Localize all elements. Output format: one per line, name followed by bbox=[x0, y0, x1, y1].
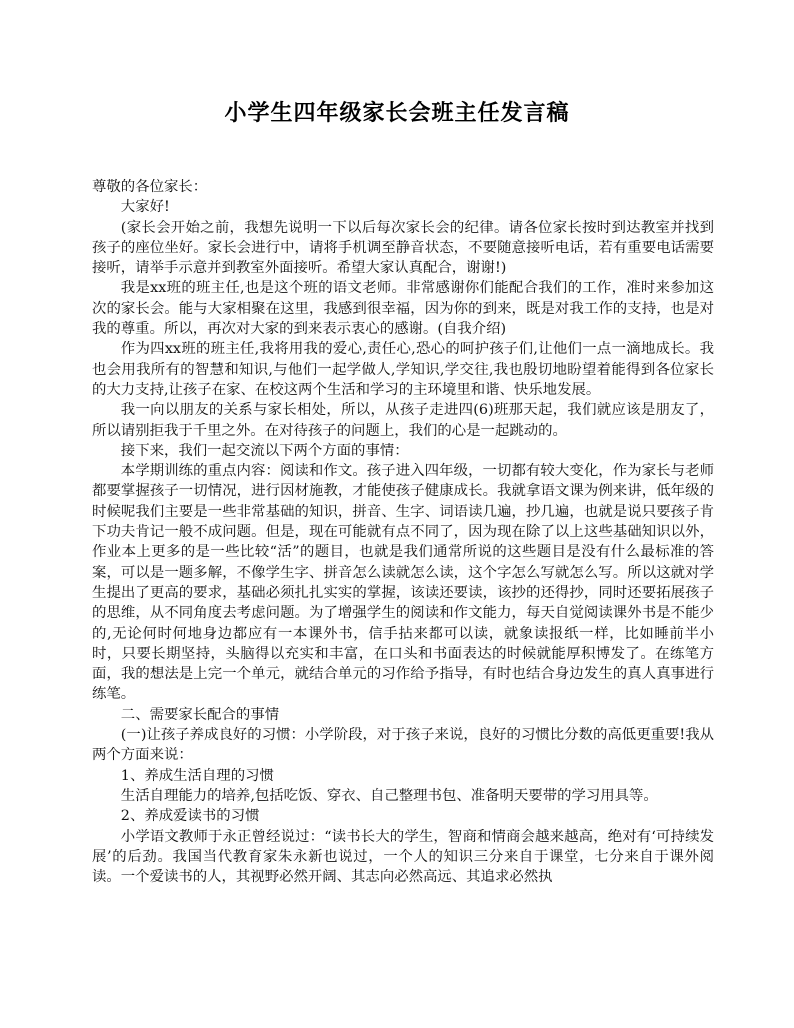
subheading-reading-habit: 2、养成爱读书的习惯 bbox=[120, 808, 260, 825]
document-body bbox=[92, 177, 714, 887]
salutation: 尊敬的各位家长： bbox=[92, 179, 208, 195]
paragraph-self-intro: 我是xx班的班主任,也是这个班的语文老师。非常感谢你们能配合我们的工作，准时来参加这次的家长会。能与大家相聚在这里，我感到很幸福，因为你的到来，既是对我工作的支持，也是对我的尊重。所以，再次对大家的到来表示衷心的感谢。(自我介绍) bbox=[92, 280, 714, 338]
paragraph-reading-habit: 小学语文教师于永正曾经说过：“读书长大的学生，智商和情商会越来越高，绝对有‘可持续发展’的后劲。我国当代教育家朱永新也说过，一个人的知识三分来自于课堂，七分来自于课外阅读。一个爱读书的人，其视野必然开阔、其志向必然高远、其追求必然执 bbox=[92, 828, 714, 886]
section-heading-parent-cooperation: 二、需要家长配合的事情 bbox=[120, 706, 280, 723]
greeting: 大家好! bbox=[120, 199, 170, 216]
subheading-self-care: 1、养成生活自理的习惯 bbox=[120, 767, 274, 784]
paragraph-friendship: 我一向以朋友的关系与家长相处，所以，从孩子走进四(6)班那天起，我们就应该是朋友了，所以请别拒我于千里之外。在对待孩子的问题上，我们的心是一起跳动的。 bbox=[92, 402, 714, 439]
paragraph-topics-intro: 接下来，我们一起交流以下两个方面的事情： bbox=[120, 442, 409, 459]
document-title: 小学生四年级家长会班主任发言稿 bbox=[224, 100, 570, 126]
paragraph-meeting-rules: (家长会开始之前，我想先说明一下以后每次家长会的纪律。请各位家长按时到达教室并找到孩子的座位坐好。家长会进行中，请将手机调至静音状态，不要随意接听电话，若有重要电话需要接听，请举手示意并到教室外面接听。希望大家认真配合，谢谢!) bbox=[92, 219, 714, 277]
paragraph-semester-focus: 本学期训练的重点内容：阅读和作文。孩子进入四年级，一切都有较大变化，作为家长与老师都要掌握孩子一切情况，进行因材施教，才能使孩子健康成长。我就拿语文课为例来讲，低年级的时候呢我们主要是一些非常基础的知识，拼音、生字、词语读几遍，抄几遍，也就是说只要孩子肯下功夫肯记一般不成问题。但是，现在可能就有点不同了，因为现在除了以上这些基础知识以外，作业本上更多的是一些比较“活”的题目，也就是我们通常所说的这些题目是没有什么最标准的答案，可以是一题多解，不像学生字、拼音怎么读就怎么读，这个字怎么写就怎么写。所以这就对学生提出了更高的要求，基础必须扎扎实实的掌握，该读还要读，该抄的还得抄，同时还要拓展孩子的思维，从不同角度去考虑问题。为了增强学生的阅读和作文能力，每天自觉阅读课外书是不能少的,无论何时何地身边都应有一本课外书，信手拈来都可以读，就象读报纸一样，比如睡前半小时，只要长期坚持，头脑得以充实和丰富，在口头和书面表达的时候就能厚积博发了。在练笔方面，我的想法是上完一个单元，就结合单元的习作给予指导，有时也结合身边发生的真人真事进行练笔。 bbox=[92, 463, 714, 703]
paragraph-good-habits: (一)让孩子养成良好的习惯：小学阶段，对于孩子来说，良好的习惯比分数的高低更重要!我从两个方面来说： bbox=[92, 727, 714, 764]
paragraph-teacher-commitment: 作为四xx班的班主任,我将用我的爱心,责任心,恐心的呵护孩子们,让他们一点一滴地成长。我也会用我所有的智慧和知识,与他们一起学做人,学知识,学交往,我也殷切地盼望着能得到各位家长的大力支持,让孩子在家、在校这两个生活和学习的主环境里和谐、快乐地发展。 bbox=[92, 341, 714, 398]
paragraph-self-care: 生活自理能力的培养,包括吃饭、穿衣、自己整理书包、准备明天要带的学习用具等。 bbox=[120, 787, 658, 804]
